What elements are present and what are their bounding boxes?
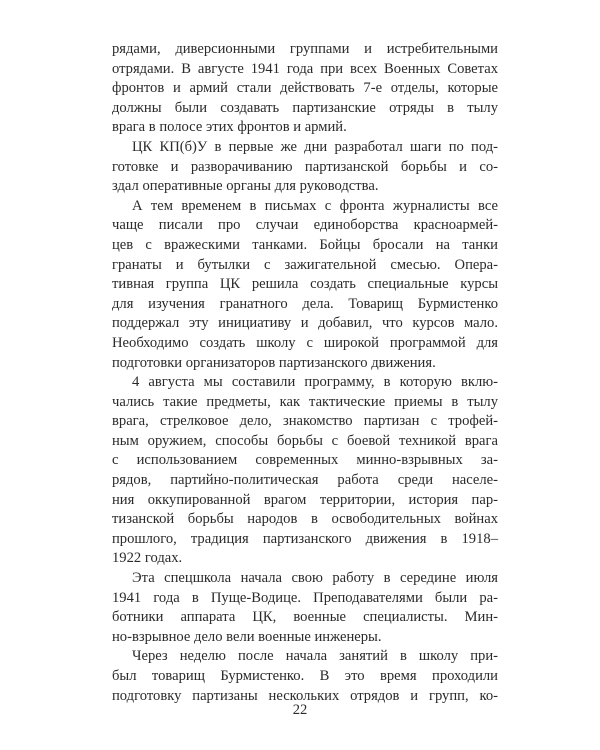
text-line: врага, стрелковое дело, знакомство партизан с трофей- (112, 413, 498, 430)
paragraph (112, 40, 498, 138)
text-line: Эта спецшкола начала свою работу в середине июля (132, 570, 498, 587)
text-line: фронтов и армий стали действовать 7-е отделы, которые (112, 80, 498, 97)
text-line: отрядами. В августе 1941 года при всех Военных Советах (112, 60, 498, 77)
text-line: чались такие предметы, как тактические приемы в тылу (112, 393, 498, 410)
text-line: 1941 года в Пуще-Водице. Преподавателями были ра- (112, 589, 498, 606)
text-line: подготовку партизаны нескольких отрядов и групп, ко- (112, 687, 498, 704)
text-line: с использованием современных минно-взрывных за- (112, 452, 498, 469)
text-line: здал оперативные органы для руководства. (112, 178, 379, 195)
page-number: 22 (292, 702, 308, 718)
paragraph (112, 647, 498, 706)
text-line: но-взрывное дело вели военные инженеры. (112, 628, 382, 645)
paragraph (112, 138, 498, 197)
text-line: чаще писали про случаи единоборства красноармей- (112, 217, 498, 234)
text-line: цев с вражескими танками. Бойцы бросали на танки (112, 236, 498, 253)
text-line: гранаты и бутылки с зажигательной смесью. Опера- (112, 256, 498, 273)
paragraph (112, 197, 498, 373)
text-line: тизанской борьбы народов в освободительных войнах (112, 511, 498, 528)
text-line: А тем временем в письмах с фронта журналисты все (132, 197, 498, 214)
text-line: рядами, диверсионными группами и истребительными (112, 41, 498, 57)
text-line: ным оружием, способы борьбы с боевой техникой врага (112, 432, 498, 449)
text-line: подготовки организаторов партизанского движения. (112, 354, 436, 371)
text-line: врага в полосе этих фронтов и армий. (112, 119, 347, 136)
text-line: прошлого, традиция партизанского движения в 1918– (112, 530, 498, 547)
paragraph (112, 569, 498, 647)
text-line: 1922 годах. (112, 550, 183, 567)
text-line: должны были создавать партизанские отряды в тылу (112, 99, 498, 116)
body-text (112, 40, 498, 706)
text-line: рядов, партийно-политическая работа среди населе- (112, 472, 498, 489)
text-line: ния оккупированной врагом территории, история пар- (112, 491, 498, 508)
text-line: поддержал эту инициативу и добавил, что курсов мало. (112, 315, 498, 332)
paragraph (112, 373, 498, 569)
text-line: для изучения гранатного дела. Товарищ Бурмистенко (112, 295, 498, 312)
text-line: тивная группа ЦК решила создать специальные курсы (112, 276, 498, 293)
text-line: готовке и разворачиванию партизанской борьбы и со- (112, 158, 498, 175)
text-line: ботники аппарата ЦК, военные специалисты. Мин- (112, 609, 498, 626)
text-line: был товарищ Бурмистенко. В это время проходили (112, 668, 498, 684)
text-line: ЦК КП(б)У в первые же дни разработал шаги по под- (132, 138, 498, 155)
text-line: Через неделю после начала занятий в школу при- (132, 648, 498, 665)
text-line: Необходимо создать школу с широкой программой для (112, 334, 498, 351)
text-line: 4 августа мы составили программу, в которую вклю- (132, 374, 498, 391)
